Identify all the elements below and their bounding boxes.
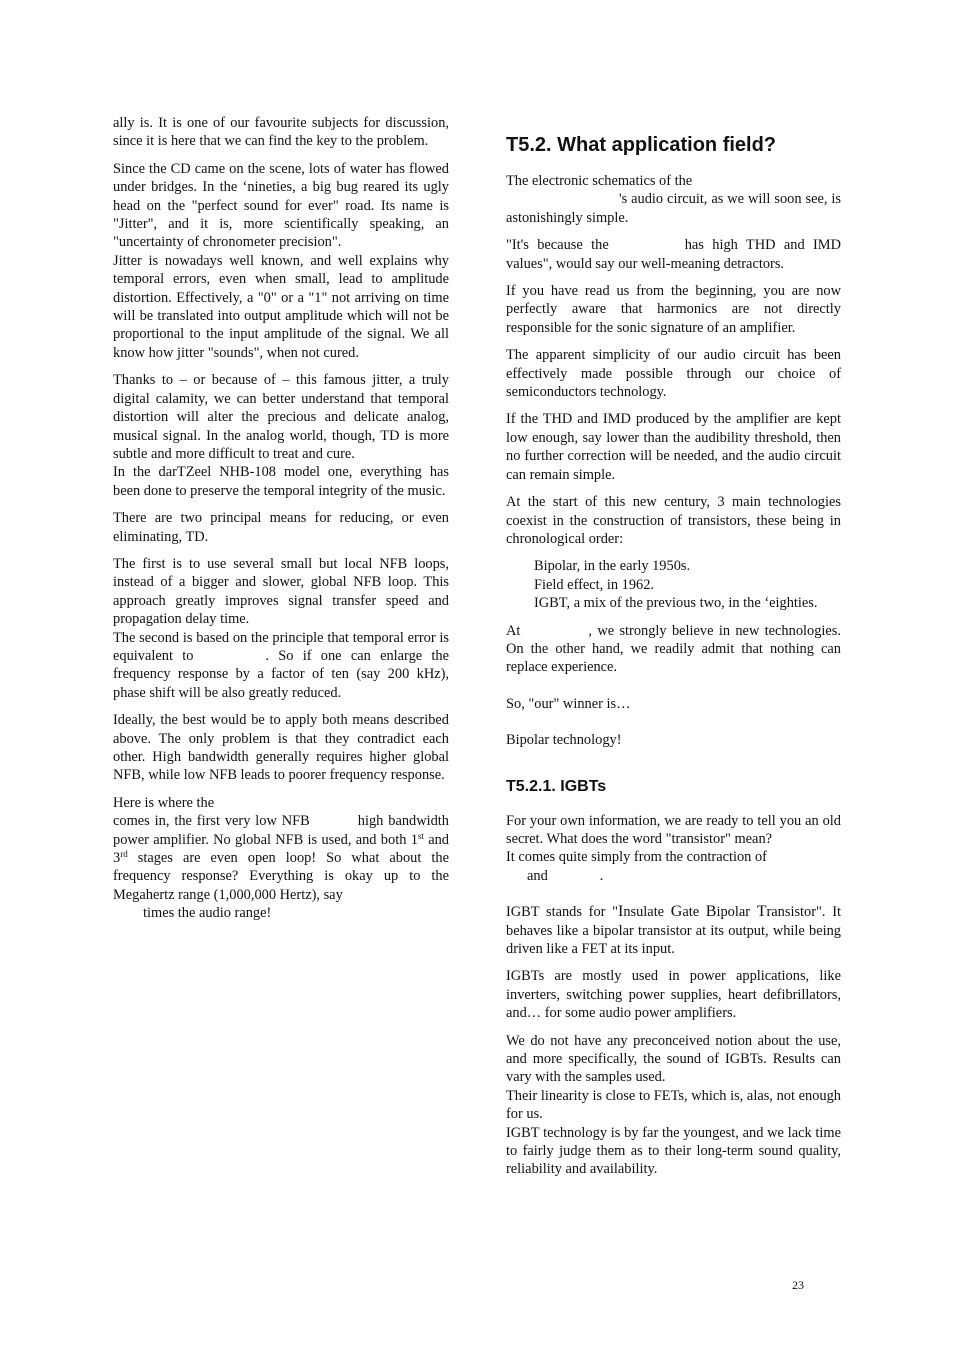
open-loop-text-1: comes in, the first very low NFB [113, 813, 310, 830]
subsection-heading: T5.2.1. IGBTs [506, 777, 607, 795]
paragraph-phase-shift [113, 629, 449, 703]
paragraph-nhb108-integrity: In the darTZeel NHB-108 model one, everything has been done to preserve the temporal integrity of the music. [113, 464, 449, 499]
paragraph-simplicity: The apparent simplicity of our audio circuit has been effectively made possible through our choice of semiconductors technology. [506, 347, 841, 401]
igbt-def-B: B [705, 903, 717, 921]
open-loop-text-2: high bandwidth power amplifier. No global NFB is used, and both 1 [113, 813, 450, 848]
superscript-rd: rd [120, 849, 128, 860]
igbt-def-post: ransistor". It behaves like a bipolar transistor at its output, while being driven like a FET at its input. [506, 904, 841, 957]
paragraph-detractors [506, 236, 841, 273]
paragraph-igbt-linearity: Their linearity is close to FETs, which is, alas, not enough for us. [506, 1087, 841, 1123]
open-loop-text-4: stages are even open loop! So what about the frequency response? Everything is okay up to the Megahertz range (1,000,000 Hertz), say [113, 850, 449, 903]
paragraph-cd-jitter: Since the CD came on the scene, lots of water has flowed under bridges. In the ‘nineties, a big bug reared its ugly head on the "perfect sound for ever" road. Its name is "Jitter", and it is, more scientifically speaking, an "uncertainty of chronometer precision". [113, 160, 449, 251]
phase-shift-text-end: . So if one can enlarge the frequency response by a factor of ten (say 200 kHz), phase shift will be also greatly reduced. [113, 647, 449, 701]
paragraph-temporal-distortion: Thanks to – or because of – this famous jitter, a truly digital calamity, we can better understand that temporal distortion will alter the precious and delicate analog, musical signal. In the analog world, though, TD is more subtle and more difficult to treat and cure. [113, 372, 449, 462]
paragraph-here-is-where [113, 794, 449, 812]
list-item: Bipolar, in the early 1950s. [534, 558, 691, 575]
paragraph-harmonics: If you have read us from the beginning, you are now perfectly aware that harmonics are not directly responsible for the sonic signature of an amplifier. [506, 283, 841, 336]
paragraph-ideal-means: Ideally, the best would be to apply both means described above. The only problem is that they contradict each other. High bandwidth generally requires higher global NFB, while low NFB leads to poorer frequency response. [113, 712, 449, 784]
paragraph-open-loop [113, 812, 449, 922]
open-loop-text-5: times the audio range! [143, 905, 272, 922]
igbt-def-nsulate: nsulate [623, 904, 671, 921]
right-column [506, 130, 841, 1179]
igbt-def-T: T [756, 903, 767, 921]
paragraph-two-means: There are two principal means for reducing, or even eliminating, TD. [113, 510, 449, 545]
igbt-def-G: G [670, 903, 683, 921]
paragraph-bipolar: Bipolar technology! [506, 732, 622, 749]
igbt-def-I: I [617, 903, 624, 921]
paragraph-winner: So, "our" winner is… [506, 695, 631, 712]
igbt-def-ipolar: ipolar [716, 904, 757, 921]
paragraph-jitter-explanation: Jitter is nowadays well known, and well explains why temporal errors, even when small, lead to amplitude distortion. Effectively, a "0" or a "1" not arriving on time will be translated into output amplitude which will not be proportional to the input amplitude of the signal. We all know how jitter "sounds", when not cured. [113, 252, 449, 361]
technology-list [534, 557, 841, 612]
contraction-text: It comes quite simply from the contraction of [506, 849, 767, 866]
paragraph-schematics [506, 172, 841, 227]
phase-shift-text-start: The second is based on the principle that temporal error is equivalent to [113, 629, 449, 664]
new-tech-text-2: , we strongly believe in new technologies. On the other hand, we readily admit that nothing can replace experience. [506, 622, 841, 676]
list-item: Field effect, in 1962. [534, 576, 655, 593]
detractors-text-2: has high THD and IMD values", would say our well-meaning detractors. [506, 237, 841, 272]
paragraph-local-nfb: The first is to use several small but local NFB loops, instead of a bigger and slower, global NFB loop. This approach greatly improves signal transfer speed and propagation delay time. [113, 555, 449, 628]
new-tech-text-1: At [506, 622, 521, 639]
paragraph-igbt-definition [506, 903, 841, 958]
paragraph-contraction [506, 848, 841, 885]
superscript-st: st [417, 830, 424, 841]
contraction-and: and [527, 867, 548, 884]
igbt-def-pre: IGBT stands for " [506, 904, 618, 921]
paragraph-igbt-uses: IGBTs are mostly used in power applications, like inverters, switching power supplies, heart defibrillators, and… for some audio power amplifiers. [506, 968, 841, 1022]
paragraph-intro-continuation: ally is. It is one of our favourite subjects for discussion, since it is here that we can find the key to the problem. [113, 115, 449, 150]
paragraph-thd-imd: If the THD and IMD produced by the amplifier are kept low enough, say lower than the audibility threshold, then no further correction will be needed, and the audio circuit can remain simple. [506, 411, 841, 483]
page-number: 23 [792, 1278, 804, 1292]
paragraph-igbt-youngest: IGBT technology is by far the youngest, and we lack time to fairly judge them as to their long-term sound quality, reliability and availability. [506, 1124, 841, 1178]
here-is-where-line1: Here is where the [113, 794, 215, 811]
open-loop-text-3: and 3 [113, 831, 449, 867]
paragraph-igbt-sound: We do not have any preconceived notion about the use, and more specifically, the sound of IGBTs. Results can vary with the samples used. [506, 1032, 841, 1086]
section-heading: T5.2. What application field? [506, 134, 777, 156]
schematics-rest: 's audio circuit, as we will soon see, is astonishingly simple. [506, 191, 841, 226]
paragraph-secret: For your own information, we are ready to tell you an old secret. What does the word "transistor" mean? [506, 812, 841, 847]
left-column [113, 114, 449, 923]
paragraph-new-technologies [506, 622, 841, 677]
contraction-period: . [599, 867, 604, 884]
paragraph-technologies: At the start of this new century, 3 main technologies coexist in the construction of transistors, these being in chronological order: [506, 494, 841, 547]
igbt-def-ate: ate [682, 904, 706, 921]
schematics-line1: The electronic schematics of the [506, 173, 693, 189]
list-item: IGBT, a mix of the previous two, in the ‘eighties. [534, 595, 818, 612]
detractors-text-1: "It's because the [506, 237, 609, 254]
